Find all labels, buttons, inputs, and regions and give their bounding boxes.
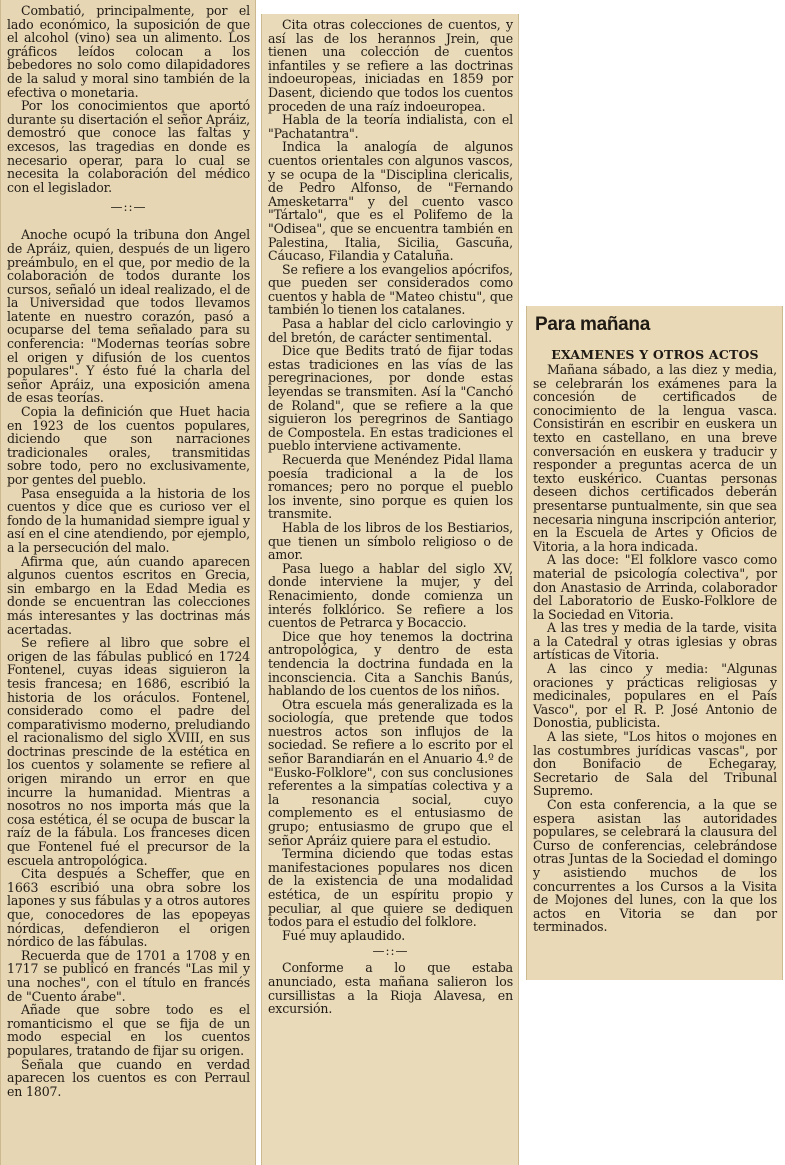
c1-para-b-2: Pasa enseguida a la historia de los cuentos y dice que es curioso ver el fondo de la humanidad siempre igual y así en el cine atendiendo, por ejemplo, a la persecución del malo.	[7, 485, 250, 555]
c3-para-3: A las cinco y media: "Algunas oraciones y prácticas religiosas y medicinales, populares en el País Vasco", por el R. P. José Antonio de Donostia, publicista.	[533, 661, 777, 731]
c3-para-0: Mañana sábado, a las diez y media, se celebrarán los exámenes para la concesión de certificados de conocimiento de la lengua vasca. Consistirán en escribir en euskera un texto en castellano, en una breve conversación en euskera y traducir y responder a preguntas acerca de un texto euskérico. Cuantas personas deseen dichos certificados deberán presentarse puntualmente, sin que sea necesaria ninguna inscripción anterior, en la Escuela de Artes y Oficios de Vitoria, a la hora indicada.	[533, 362, 777, 554]
c1-para-b-3: Afirma que, aún cuando aparecen algunos cuentos escritos en Grecia, sin embargo en la Edad Media es donde se encuentran las colecciones más interesantes y las doctrinas más acertadas.	[7, 553, 250, 637]
c1-para-a-0: Combatió, principalmente, por el lado económico, la suposición de que el alcohol (vino) sea un alimento. Los gráficos leídos colocan a los bebedores no solo como dilapidadores de la salud y moral sino también de la efectiva o monetaria.	[7, 3, 250, 100]
clipping-column-2	[261, 14, 519, 1165]
clipping-column-1	[0, 0, 256, 1165]
c1-para-b-1: Copia la definición que Huet hacia en 1923 de los cuentos populares, diciendo que son narraciones tradicionales orales, transmitidas sobre todo, pero no exclusivamente, por gentes del pueblo.	[7, 404, 250, 487]
c3-para-5: Con esta conferencia, a la que se espera asistan las autoridades populares, se celebrará la clausura del Curso de conferencias, celebrándose otras Juntas de la Sociedad el domingo y asistiendo muchos de los concurrentes a los Cursos a la Visita de Mojones del lunes, con la que los actos en Vitoria se dan por terminados.	[533, 797, 777, 935]
c2-para-a-7: Habla de los libros de los Bestiarios, que tienen un símbolo religioso o de amor.	[268, 519, 513, 563]
c2-para-a-8: Pasa luego a hablar del siglo XV, donde interviene la mujer, y del Renacimiento, donde comienza un interés folklórico. Se refiere a los cuentos de Petrarca y Bocaccio.	[268, 560, 513, 631]
c2-para-a-11: Termina diciendo que todas estas manifestaciones populares nos dicen de la existencia de una modalidad estética, de un espíritu propio y peculiar, al que quiere se dediquen todos para el estudio del folklore.	[268, 846, 513, 930]
clipping-column-3	[526, 306, 783, 980]
c3-para-4: A las siete, "Los hitos o mojones en las costumbres jurídicas vascas", por don Bonifacio de Echegaray, Secretario de Sala del Tribunal Supremo.	[533, 729, 777, 799]
c1-para-b-6: Recuerda que de 1701 a 1708 y en 1717 se publicó en francés "Las mil y una noches", con el título en francés de "Cuento árabe".	[7, 947, 250, 1004]
c1-para-b-7: Añade que sobre todo es el romanticismo el que se fija de un modo especial en los cuentos populares, tratando de fijar su origen.	[7, 1002, 250, 1058]
c1-para-b-4: Se refiere al libro que sobre el origen de las fábulas publicó en 1724 Fontenel, cuyas ideas siguieron la tesis francesa; en 1686, escribió la historia de los oráculos. Fontenel, considerado como el padre del comparativismo moderno, preludiando el racionalismo del siglo XVIII, en sus doctrinas prescinde de la estética en los cuentos y solamente se refiere al origen mirando un error en que incurre la humanidad. Mientras a nosotros no nos importa más que la cosa estética, él se ocupa de buscar la raíz de la fábula. Los franceses dicen que Fontenel fué el precursor de la escuela antropológica.	[7, 635, 250, 868]
c3-para-2: A las tres y media de la tarde, visita a la Catedral y otras iglesias y obras artísticas de Vitoria.	[533, 620, 777, 663]
c1-para-b-5: Cita después a Scheffer, que en 1663 escribió una obra sobre los lapones y sus fábulas y a otros autores que, conocedores de las epopeyas nórdicas, defendieron el origen nórdico de las fábulas.	[7, 866, 250, 950]
c1-para-b-8: Señala que cuando en verdad aparecen los cuentos es con Perraul en 1807.	[7, 1056, 250, 1099]
c2-para-a-10: Otra escuela más generalizada es la sociología, que pretende que todos nuestros actos son influjos de la sociedad. Se refiere a lo escrito por el señor Barandiarán en el Anuario 4.º de "Eusko-Folklore", con sus conclusiones referentes a la simpatías colectiva y a la resonancia social, cuyo complemento es el entusiasmo de grupo; entusiasmo de grupo que el señor Apráiz quiere para el estudio.	[268, 696, 513, 848]
c2-para-a-9: Dice que hoy tenemos la doctrina antropológica, y dentro de esta tendencia la doctrina fundada en la inconsciencia. Cita a Sanchis Banús, hablando de los cuentos de los niños.	[268, 628, 513, 699]
section-title: Para mañana	[535, 314, 650, 335]
c2-para-b-0: Conforme a lo que estaba anunciado, esta mañana salieron los cursillistas a la Rioja Alavesa, en excursión.	[268, 960, 513, 1017]
c3-para-1: A las doce: "El folklore vasco como material de psicología colectiva", por don Anastasio de Arrinda, colaborador del Laboratorio de Eusko-Folklore de la Sociedad en Vitoria.	[533, 552, 777, 622]
c2-para-a-0: Cita otras colecciones de cuentos, y así las de los herannos Jrein, que tienen una colección de cuentos infantiles y se refiere a las doctrinas indoeuropeas, iniciadas en 1859 por Dasent, diciendo que todos los cuentos proceden de una raíz indoeuropea.	[268, 17, 513, 114]
c2-para-a-5: Dice que Bedits trató de fijar todas estas tradiciones en las vías de las peregrinaciones, por donde estas leyendas se transmiten. Así la "Canchó de Roland", que se refiere a la que siguieron los peregrinos de Santiago de Compostela. En estas tradiciones el pueblo interviene activamente.	[268, 343, 513, 454]
c2-separator: —::—	[372, 944, 409, 959]
section-subheading: EXAMENES Y OTROS ACTOS	[551, 347, 759, 362]
c2-para-a-12: Fué muy aplaudido.	[282, 927, 406, 943]
c2-para-a-4: Pasa a hablar del ciclo carlovingio y del bretón, de carácter sentimental.	[268, 316, 513, 345]
c1-para-b-0: Anoche ocupó la tribuna don Angel de Apráiz, quien, después de un ligero preámbulo, en el que, por medio de la colaboración de todos durante los cursos, señaló un ideal realizado, el de la Universidad que todos llevamos latente en nuestro corazón, pasó a ocuparse del tema señalado para su conferencia: "Modernas teorías sobre el origen y difusión de los cuentos populares". Y ésto fué la charla del señor Apráiz, una exposición amena de esas teorías.	[7, 227, 250, 406]
c1-separator: —::—	[110, 200, 147, 215]
c2-para-a-1: Habla de la teoría indialista, con el "Pachatantra".	[268, 112, 513, 141]
c2-para-a-3: Se refiere a los evangelios apócrifos, que pueden ser considerados como cuentos y habla de "Mateo chistu", que también lo tienen los catalanes.	[268, 261, 513, 318]
c2-para-a-6: Recuerda que Menéndez Pidal llama poesía tradicional a la de los romances; pero no porque el pueblo los invente, sino porque es quien los transmite.	[268, 452, 513, 522]
c2-para-a-2: Indica la analogía de algunos cuentos orientales con algunos vascos, y se ocupa de la "Disciplina clericalis, de Pedro Alfonso, de "Fernando Amesketarra" y del cuento vasco "Tártalo", que es el Polifemo de la "Odisea", que se encuentra también en Palestina, Italia, Sicilia, Gascuña, Cáucaso, Filandia y Cataluña.	[268, 139, 513, 264]
c1-para-a-1: Por los conocimientos que aportó durante su disertación el señor Apráiz, demostró que conoce las faltas y excesos, las tragedias en donde es necesario operar, para lo cual se necesita la colaboración del médico con el legislador.	[7, 98, 250, 195]
